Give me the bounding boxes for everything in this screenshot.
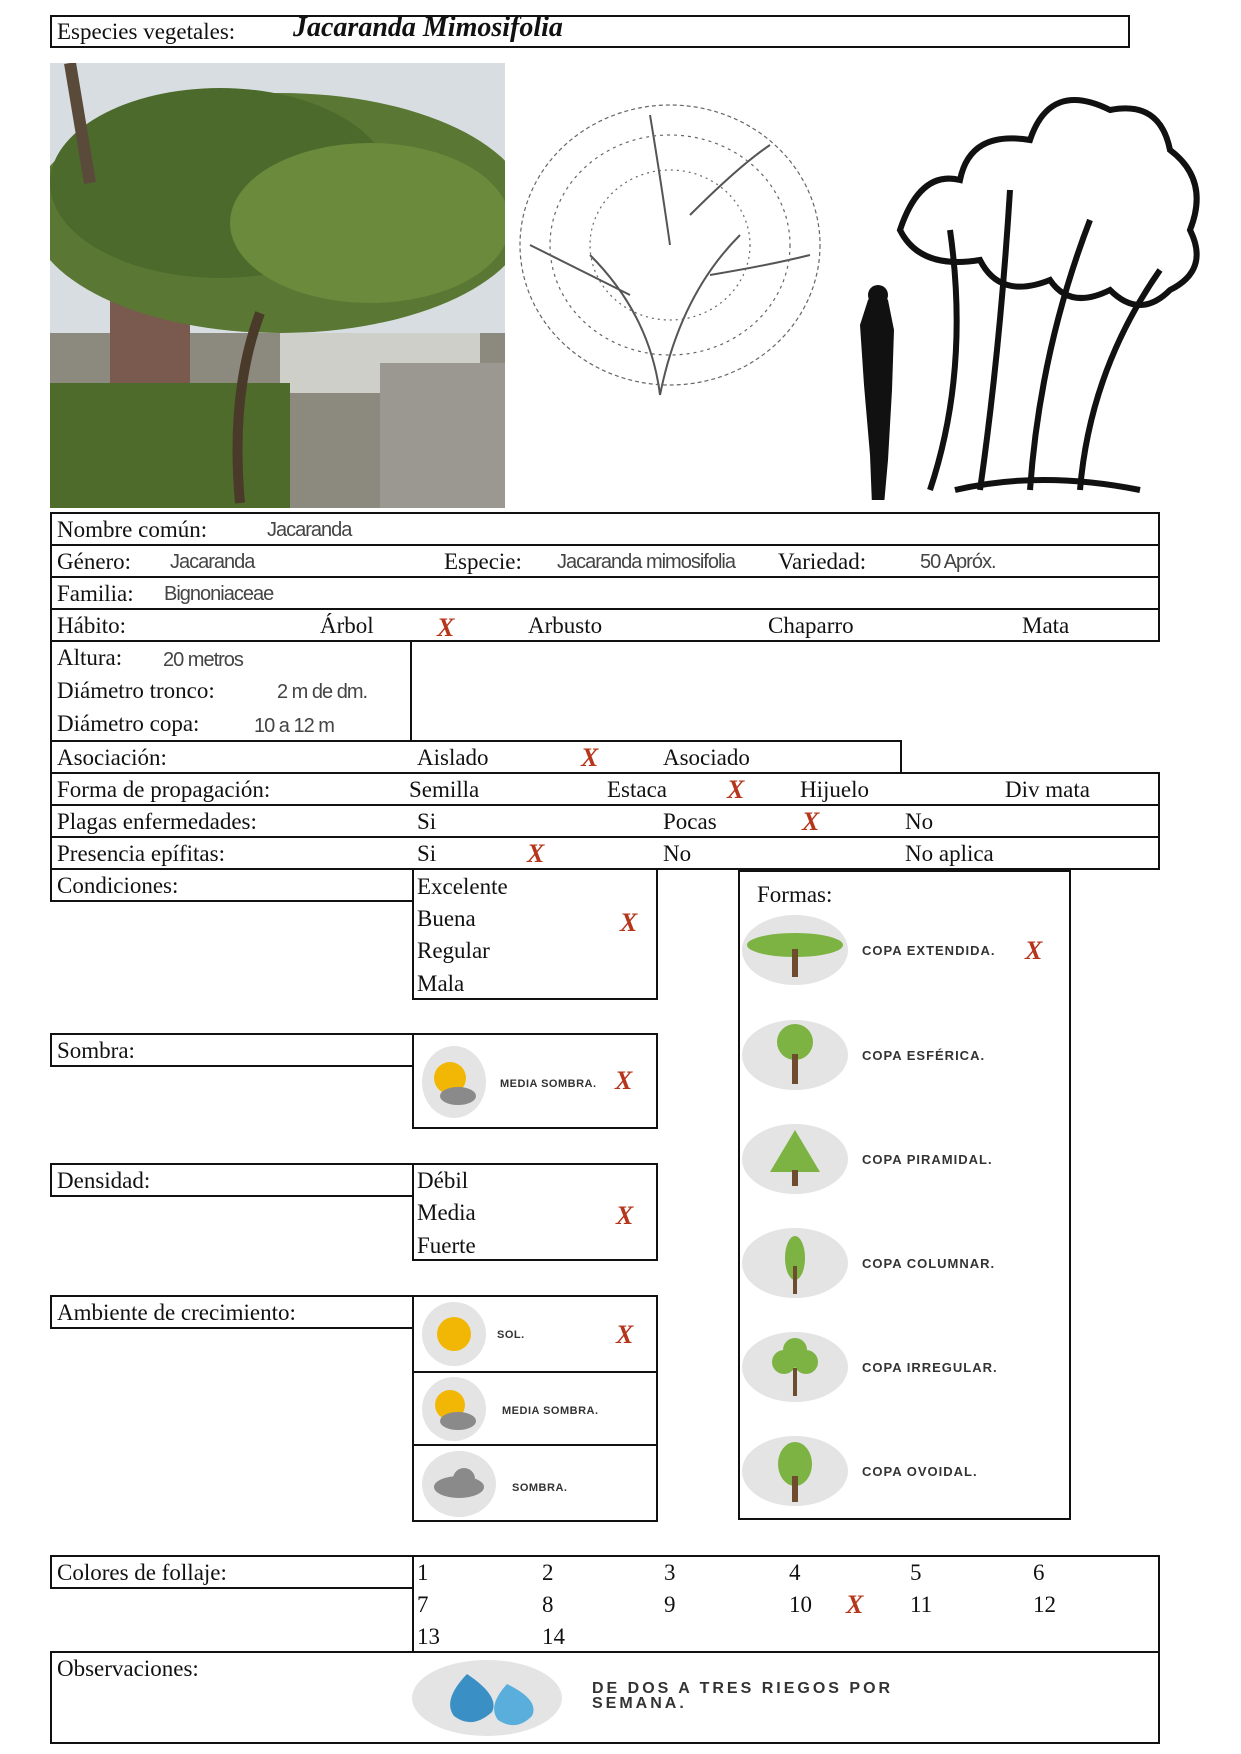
foliage-mark: X [846, 1590, 864, 1619]
height-label: Altura: [57, 645, 123, 670]
trunk-label: Diámetro tronco: [57, 678, 215, 703]
association-aislado: Aislado [417, 745, 489, 770]
foliage-11: 11 [910, 1592, 933, 1617]
pests-si: Si [417, 809, 437, 834]
genus-label: Género: [57, 549, 132, 574]
foliage-10: 10 [789, 1592, 812, 1617]
propagation-mark: X [727, 775, 745, 804]
habit-option-arbol: Árbol [320, 613, 374, 638]
habit-mark: X [437, 613, 455, 642]
foliage-9: 9 [664, 1592, 676, 1617]
species-value: Jacaranda mimosifolia [557, 551, 735, 573]
half-shade-icon [422, 1046, 486, 1118]
habit-option-arbusto: Arbusto [528, 613, 603, 638]
foliage-8: 8 [542, 1592, 554, 1617]
common-name-value: Jacaranda [267, 519, 352, 541]
conditions-buena: Buena [417, 906, 476, 931]
family-label: Familia: [57, 581, 134, 606]
forms-mark: X [1025, 936, 1043, 965]
row-habit [50, 608, 1160, 642]
propagation-divmata: Div mata [1005, 777, 1090, 802]
half-shade-icon-2 [422, 1377, 486, 1441]
foliage-4: 4 [789, 1560, 801, 1585]
density-label: Densidad: [57, 1168, 151, 1193]
foliage-6: 6 [1033, 1560, 1045, 1585]
height-value: 20 metros [163, 649, 243, 671]
propagation-semilla: Semilla [409, 777, 480, 802]
header-label: Especies vegetales: [57, 19, 236, 44]
scale-drawing [840, 70, 1205, 500]
family-value: Bignoniaceae [164, 583, 274, 605]
epiphytes-label: Presencia epífitas: [57, 841, 225, 866]
conditions-regular: Regular [417, 938, 490, 963]
cloud-icon [422, 1451, 496, 1517]
variety-value: 50 Apróx. [920, 551, 996, 573]
environment-halfshade: MEDIA SOMBRA. [502, 1405, 599, 1417]
association-mark: X [581, 743, 599, 772]
forma-ovoidal: COPA OVOIDAL. [862, 1464, 978, 1479]
sun-icon [422, 1302, 486, 1366]
propagation-estaca: Estaca [607, 777, 668, 802]
conditions-excelente: Excelente [417, 874, 508, 899]
irregular-crown-icon [742, 1332, 848, 1402]
forma-irregular: COPA IRREGULAR. [862, 1360, 998, 1375]
foliage-7: 7 [417, 1592, 429, 1617]
forma-extendida: COPA EXTENDIDA. [862, 943, 996, 958]
row-common-name [50, 512, 1160, 546]
foliage-12: 12 [1033, 1592, 1056, 1617]
environment-label: Ambiente de crecimiento: [57, 1300, 296, 1325]
foliage-2: 2 [542, 1560, 554, 1585]
pests-mark: X [802, 807, 820, 836]
ovoid-crown-icon [742, 1436, 848, 1506]
density-media: Media [417, 1200, 476, 1225]
propagation-hijuelo: Hijuelo [800, 777, 869, 802]
foliage-5: 5 [910, 1560, 922, 1585]
foliage-label: Colores de follaje: [57, 1560, 227, 1585]
conditions-label: Condiciones: [57, 873, 179, 898]
epiphytes-si: Si [417, 841, 437, 866]
environment-mark: X [616, 1320, 634, 1349]
conditions-mala: Mala [417, 971, 465, 996]
crown-label: Diámetro copa: [57, 711, 200, 736]
shade-label: Sombra: [57, 1038, 135, 1063]
shade-option: MEDIA SOMBRA. [500, 1078, 597, 1090]
extended-crown-icon [742, 915, 848, 985]
species-title: Jacaranda Mimosifolia [293, 12, 563, 43]
environment-shade: SOMBRA. [512, 1482, 568, 1494]
environment-sun: SOL. [497, 1329, 525, 1341]
pests-label: Plagas enfermedades: [57, 809, 257, 834]
conditions-mark: X [620, 908, 638, 937]
observations-label: Observaciones: [57, 1656, 199, 1681]
association-label: Asociación: [57, 745, 167, 770]
pests-pocas: Pocas [663, 809, 717, 834]
pyramidal-crown-icon [742, 1124, 848, 1194]
tree-photo [50, 63, 505, 508]
forma-piramidal: COPA PIRAMIDAL. [862, 1152, 993, 1167]
columnar-crown-icon [742, 1228, 848, 1298]
variety-label: Variedad: [778, 549, 867, 574]
propagation-label: Forma de propagación: [57, 777, 271, 802]
forma-columnar: COPA COLUMNAR. [862, 1256, 996, 1271]
observations-note: DE DOS A TRES RIEGOS POR SEMANA. [592, 1680, 894, 1712]
habit-option-mata: Mata [1022, 613, 1070, 638]
tree-sketch [510, 95, 835, 410]
foliage-14: 14 [542, 1624, 565, 1649]
spherical-crown-icon [742, 1020, 848, 1090]
density-mark: X [616, 1201, 634, 1230]
habit-option-chaparro: Chaparro [768, 613, 854, 638]
epiphytes-noaplica: No aplica [905, 841, 994, 866]
crown-value: 10 a 12 m [254, 715, 334, 737]
epiphytes-mark: X [527, 839, 545, 868]
density-debil: Débil [417, 1168, 469, 1193]
forma-esferica: COPA ESFÉRICA. [862, 1048, 986, 1063]
foliage-3: 3 [664, 1560, 676, 1585]
trunk-value: 2 m de dm. [277, 681, 368, 703]
foliage-13: 13 [417, 1624, 440, 1649]
association-asociado: Asociado [663, 745, 750, 770]
density-fuerte: Fuerte [417, 1233, 476, 1258]
species-label: Especie: [444, 549, 522, 574]
habit-label: Hábito: [57, 613, 126, 638]
common-name-label: Nombre común: [57, 517, 208, 542]
water-drops-icon [412, 1660, 562, 1736]
forms-label: Formas: [757, 882, 833, 907]
genus-value: Jacaranda [170, 551, 255, 573]
foliage-1: 1 [417, 1560, 429, 1585]
epiphytes-no: No [663, 841, 692, 866]
shade-mark: X [615, 1066, 633, 1095]
pests-no: No [905, 809, 934, 834]
